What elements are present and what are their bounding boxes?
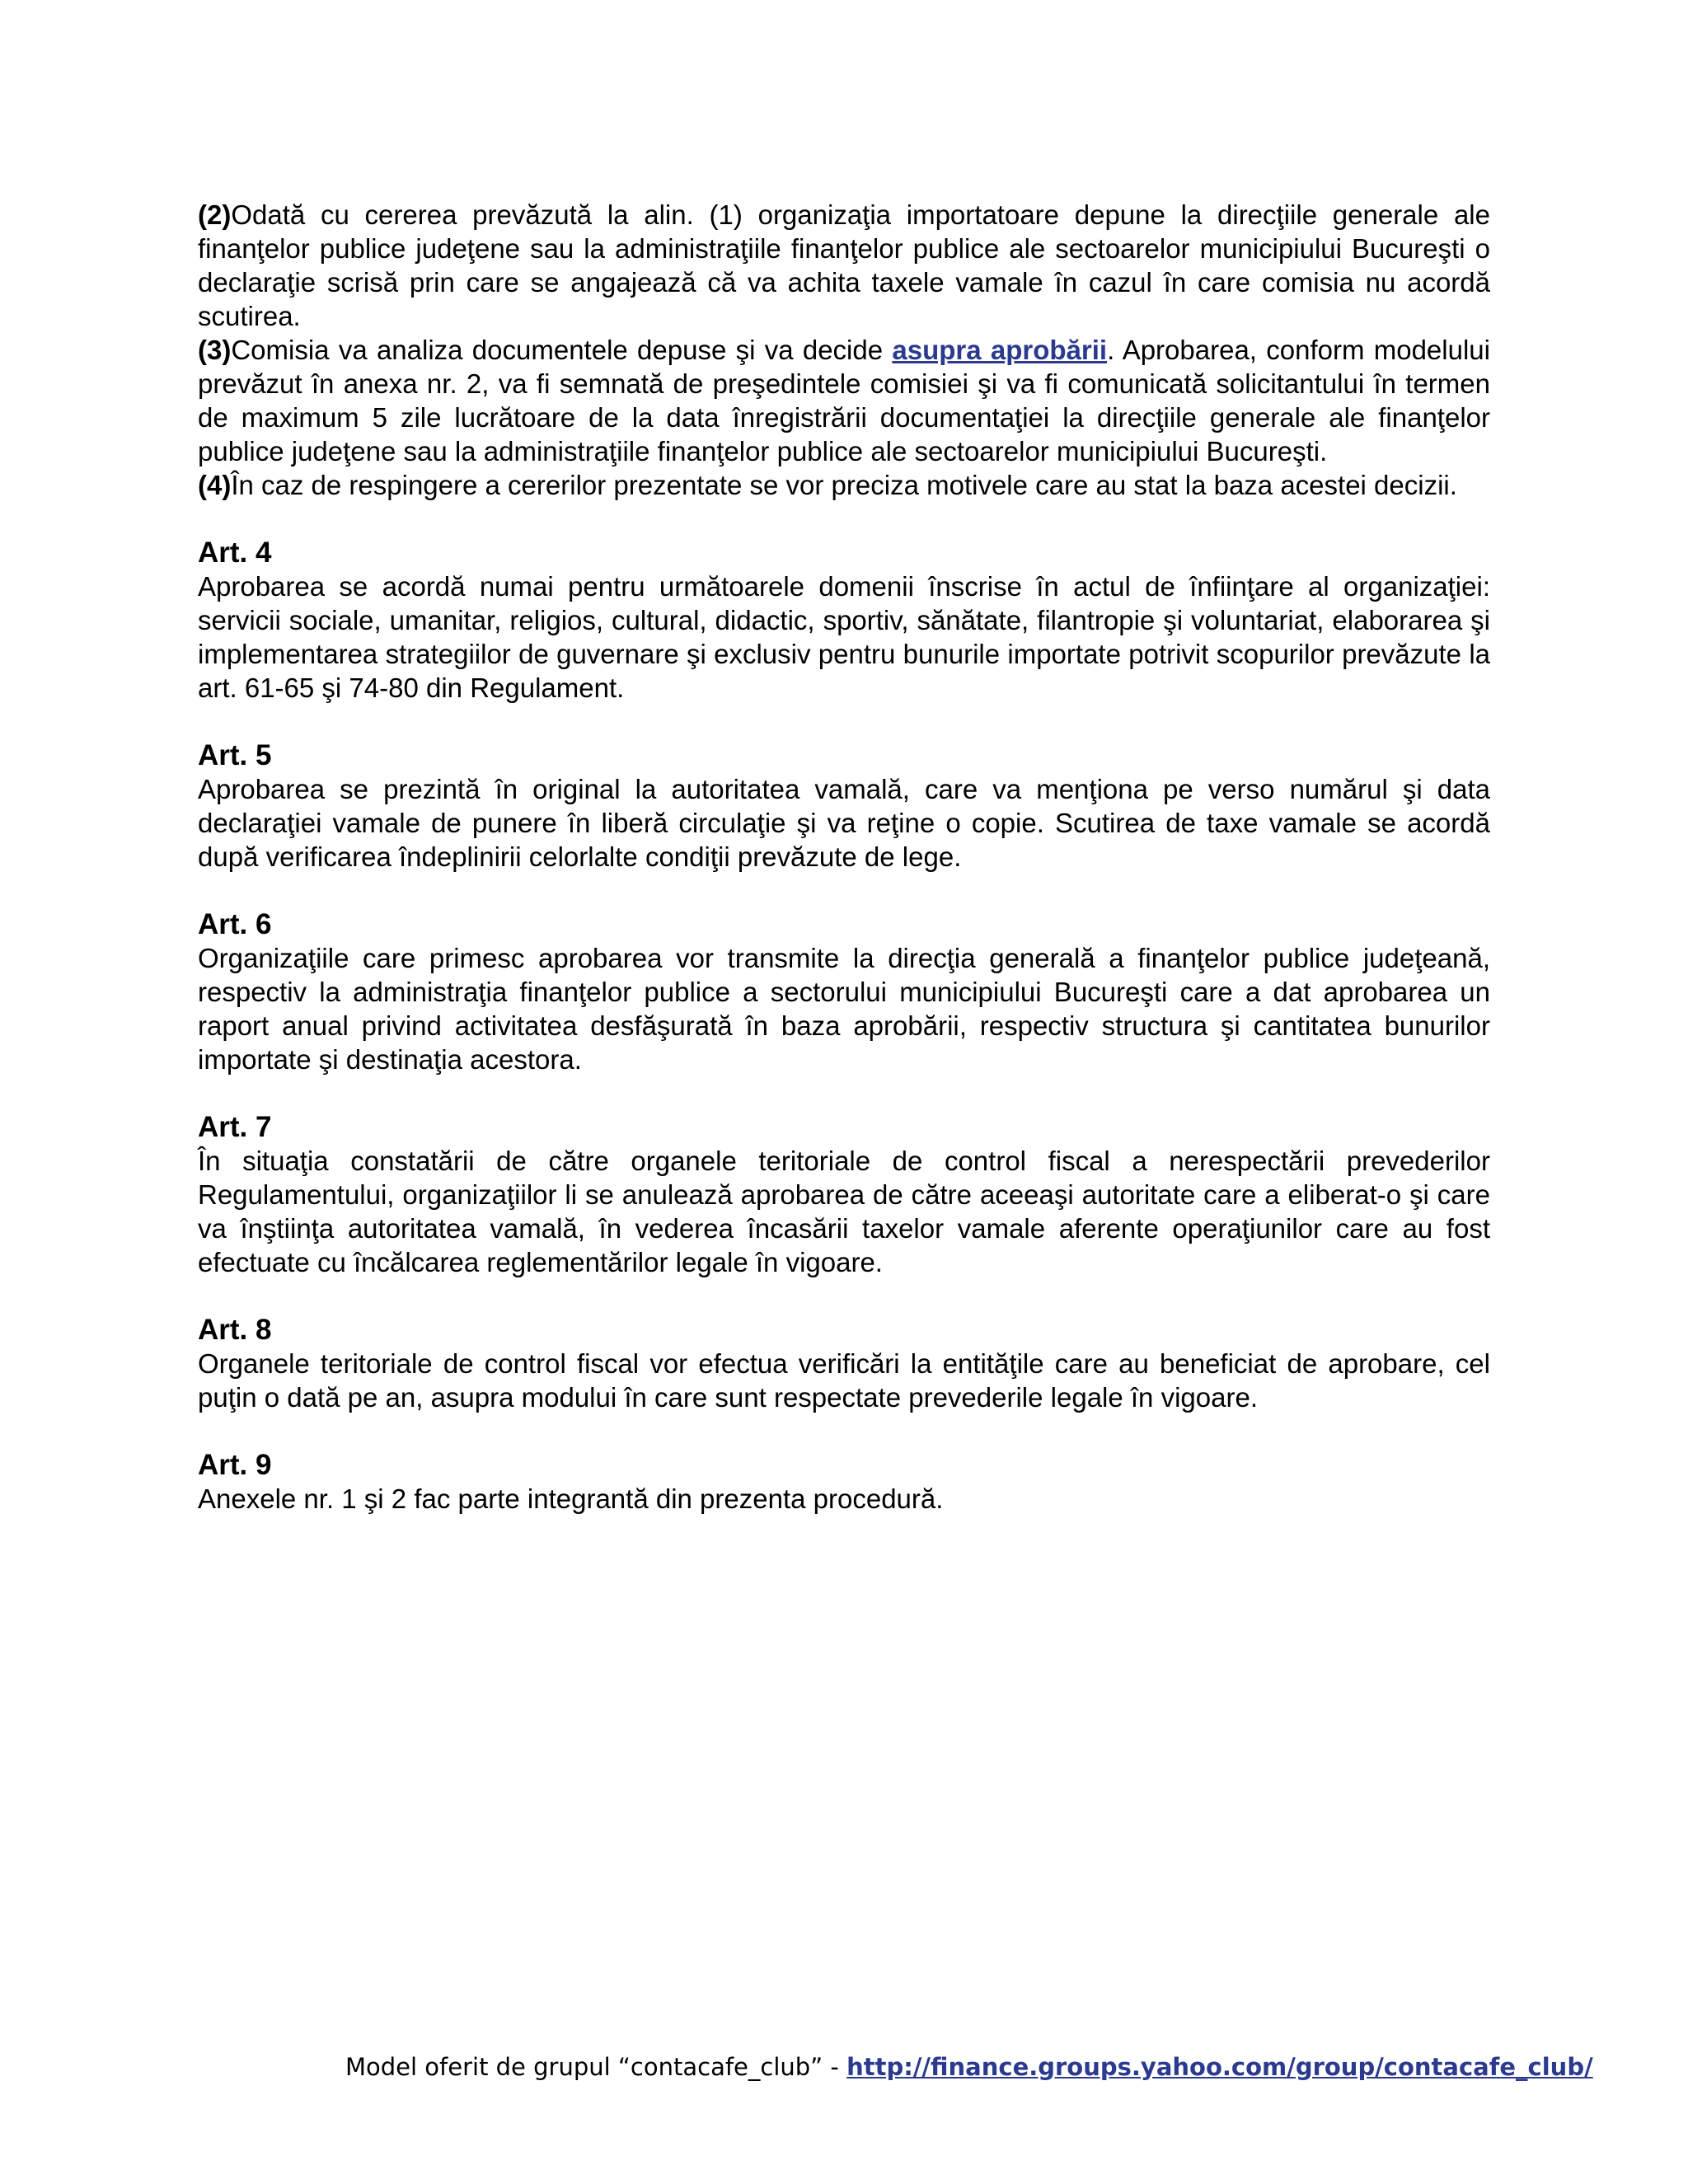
paragraph-text: Comisia va analiza documentele depuse şi va decide xyxy=(231,335,893,365)
footer-text: Model oferit de grupul “contacafe_club” - xyxy=(345,2053,847,2081)
article-heading: Art. 6 xyxy=(198,908,272,940)
article-text: Aprobarea se acordă numai pentru următoarele domenii înscrise în actul de înfiinţare al organizaţiei: servicii sociale, umanitar, religios, cultural, didactic, sportiv, sănătate, filantropie şi voluntariat, elaborarea şi implementarea strategiilor de guvernare şi exclusiv pentru bunurile importate potrivit scopurilor prevăzute la art. 61-65 şi 74-80 din Regulament. xyxy=(198,571,1490,703)
article-heading: Art. 5 xyxy=(198,739,272,771)
article-text: Aprobarea se prezintă în original la autoritatea vamală, care va menţiona pe verso numărul şi data declaraţiei vamale de punere în liberă circulaţie şi va reţine o copie. Scutirea de taxe vamale se acordă după verificarea îndeplinirii celorlalte condiţii prevăzute de lege. xyxy=(198,774,1490,872)
page-footer xyxy=(345,2052,1593,2082)
article-6 xyxy=(198,907,1490,1076)
footer-group-link[interactable]: http://finance.groups.yahoo.com/group/contacafe_club/ xyxy=(846,2053,1593,2081)
paragraph-4 xyxy=(198,468,1490,502)
paragraph-text: Odată cu cererea prevăzută la alin. (1) organizaţia importatoare depune la direcţiile generale ale finanţelor publice judeţene sau la administraţiile finanţelor publice ale sectoarelor municipiului Bucureşti o declaraţie scrisă prin care se angajează că va achita taxele vamale în cazul în care comisia nu acordă scutirea. xyxy=(198,199,1490,331)
article-8 xyxy=(198,1313,1490,1414)
paragraph-3 xyxy=(198,333,1490,468)
article-text: Organizaţiile care primesc aprobarea vor transmite la direcţia generală a finanţelor publice judeţeană, respectiv la administraţia finanţelor publice a sectorului municipiului Bucureşti care a dat aprobarea un raport anual privind activitatea desfăşurată în baza aprobării, respectiv structura şi cantitatea bunurilor importate şi destinaţia acestora. xyxy=(198,943,1490,1075)
asupra-aprobarii-link[interactable]: asupra aprobării xyxy=(892,335,1108,365)
article-text: Organele teritoriale de control fiscal vor efectua verificări la entităţile care au beneficiat de aprobare, cel puţin o dată pe an, asupra modului în care sunt respectate prevederile legale în vigoare. xyxy=(198,1348,1490,1413)
article-heading: Art. 9 xyxy=(198,1449,272,1481)
article-text: În situaţia constatării de către organele teritoriale de control fiscal a nerespectării prevederilor Regulamentului, organizaţiilor li se anulează aprobarea de către aceeaşi autoritate care a eliberat-o şi care va înştiinţa autoritatea vamală, în vederea încasării taxelor vamale aferente operaţiunilor care au fost efectuate cu încălcarea reglementărilor legale în vigoare. xyxy=(198,1146,1490,1277)
article-text: Anexele nr. 1 şi 2 fac parte integrantă din prezenta procedură. xyxy=(198,1483,944,1514)
paragraph-text: În caz de respingere a cererilor prezentate se vor preciza motivele care au stat la baza acestei decizii. xyxy=(231,470,1457,500)
paragraph-number: (4) xyxy=(198,470,232,500)
article-heading: Art. 7 xyxy=(198,1111,272,1143)
paragraph-number: (3) xyxy=(198,335,232,365)
document-body xyxy=(198,198,1490,1516)
article-heading: Art. 4 xyxy=(198,537,272,569)
article-heading: Art. 8 xyxy=(198,1314,272,1346)
article-5 xyxy=(198,738,1490,874)
article-4 xyxy=(198,536,1490,705)
paragraph-text-continued: . Aprobarea, conform modelului prevăzut în anexa nr. 2, va fi semnată de preşedintele comisiei şi va fi comunicată solicitantului în termen de maximum 5 zile lucrătoare de la data înregistrării documentaţiei la direcţiile generale ale finanţelor publice judeţene sau la administraţiile finanţelor publice ale sectoarelor municipiului Bucureşti. xyxy=(198,335,1490,466)
article-7 xyxy=(198,1110,1490,1279)
paragraph-number: (2) xyxy=(198,199,232,230)
article-9 xyxy=(198,1448,1490,1516)
paragraph-2 xyxy=(198,198,1490,333)
